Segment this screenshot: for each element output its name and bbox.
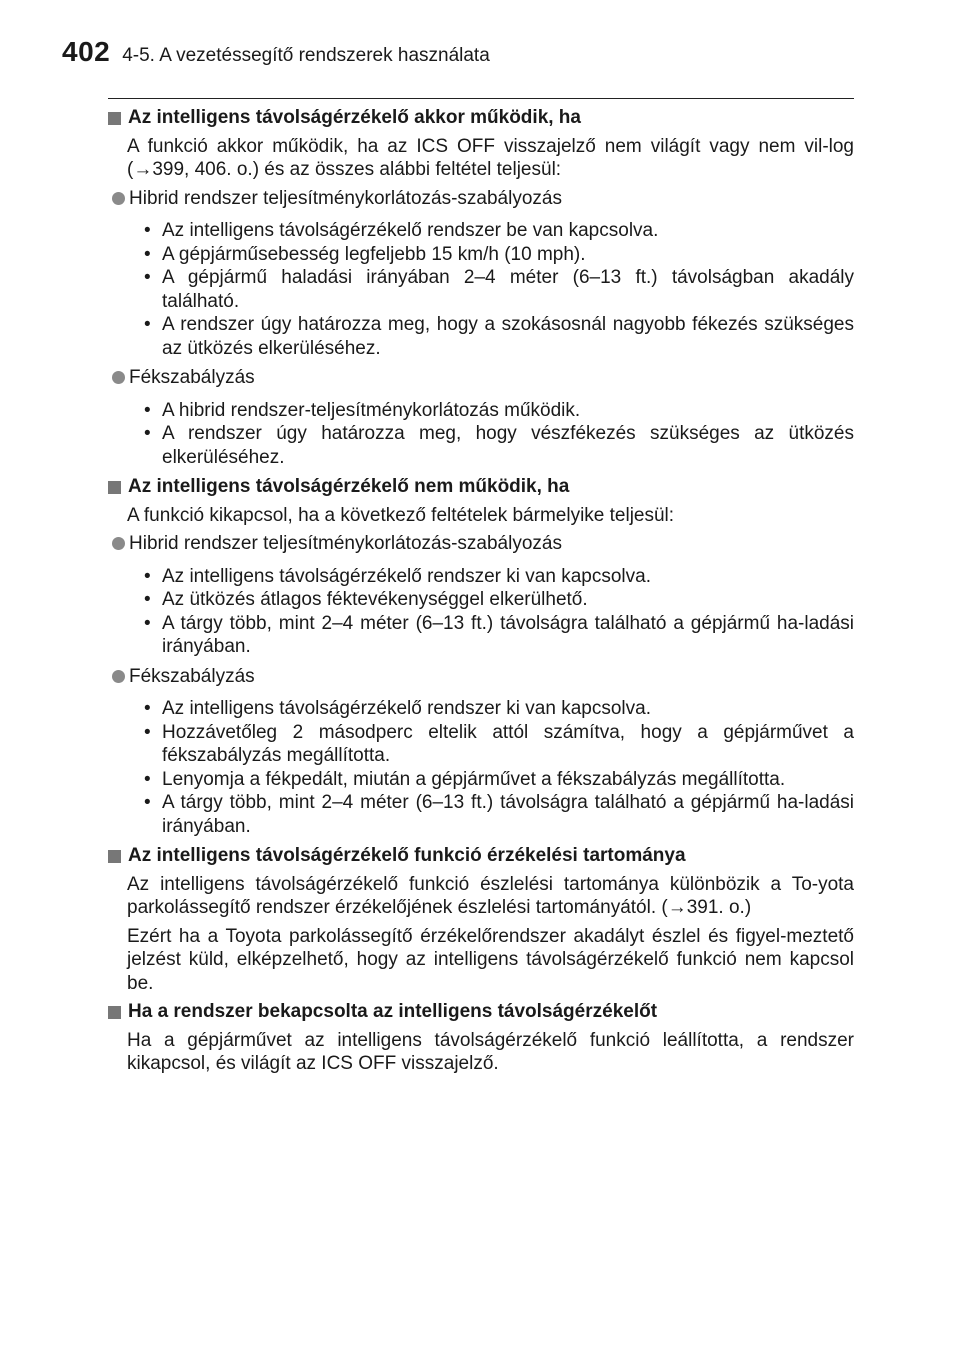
bullet-list — [144, 697, 854, 838]
section-paragraph: Ha a gépjárművet az intelligens távolságérzékelő funkció leállította, a rendszer kikapcsol, és világít az ICS OFF visszajelző. — [127, 1029, 854, 1074]
header-rule — [108, 98, 854, 99]
list-item: • Az intelligens távolságérzékelő rendszer ki van kapcsolva. — [144, 565, 854, 589]
section-detection-range — [108, 844, 854, 995]
section-paragraph: Ezért ha a Toyota parkolássegítő érzékelőrendszer akadályt észlel és figyel-meztető jelzést küld, elképzelhető, hogy az intelligens távolságérzékelő funkció nem kapcsol be. — [127, 925, 854, 994]
list-item: • Az ütközés átlagos féktevékenységgel elkerülhető. — [144, 588, 854, 612]
section-heading — [108, 475, 854, 499]
subsection-heading — [112, 532, 854, 556]
circle-bullet-icon — [112, 192, 125, 205]
section-system-activated — [108, 1000, 854, 1076]
section-paragraph: Az intelligens távolságérzékelő funkció észlelési tartománya különbözik a To-yota parkolássegítő rendszer érzékelőjének észlelési tartományától. (→391. o.) — [127, 873, 854, 918]
section-title: Az intelligens távolságérzékelő nem működik, ha — [128, 476, 570, 497]
section-title: Az intelligens távolságérzékelő akkor működik, ha — [128, 107, 581, 128]
list-item: • A gépjármű haladási irányában 2–4 méter (6–13 ft.) távolságban akadály található. — [144, 266, 854, 313]
section-heading — [108, 1000, 854, 1024]
list-item: • A hibrid rendszer-teljesítménykorlátozás működik. — [144, 399, 854, 423]
bullet-list — [144, 399, 854, 470]
list-item: • Hozzávetőleg 2 másodperc eltelik attól számítva, hogy a gépjárművet a fékszabályzás megállította. — [144, 721, 854, 768]
circle-bullet-icon — [112, 537, 125, 550]
section-intro: A funkció kikapcsol, ha a következő feltételek bármelyike teljesül: — [127, 504, 675, 526]
subsection-title: Fékszabályzás — [129, 367, 255, 388]
square-bullet-icon — [108, 112, 121, 125]
section-works-when — [108, 106, 854, 469]
section-heading — [108, 106, 854, 130]
circle-bullet-icon — [112, 670, 125, 683]
list-item: • A rendszer úgy határozza meg, hogy vészfékezés szükséges az ütközés elkerüléséhez. — [144, 422, 854, 469]
section-title: Az intelligens távolságérzékelő funkció érzékelési tartománya — [128, 845, 686, 866]
square-bullet-icon — [108, 850, 121, 863]
square-bullet-icon — [108, 481, 121, 494]
list-item: • Az intelligens távolságérzékelő rendszer ki van kapcsolva. — [144, 697, 854, 721]
subsection-heading — [112, 366, 854, 390]
list-item: • A tárgy több, mint 2–4 méter (6–13 ft.) távolságra található a gépjármű ha-ladási irányában. — [144, 791, 854, 838]
page-content — [108, 106, 854, 1081]
subsection-title: Hibrid rendszer teljesítménykorlátozás-szabályozás — [129, 187, 562, 209]
circle-bullet-icon — [112, 371, 125, 384]
list-item: • A tárgy több, mint 2–4 méter (6–13 ft.) távolságra található a gépjármű ha-ladási irányában. — [144, 612, 854, 659]
page-number: 402 — [62, 36, 111, 67]
list-item: • Lenyomja a fékpedált, miután a gépjárművet a fékszabályzás megállította. — [144, 768, 854, 792]
list-item: • Az intelligens távolságérzékelő rendszer be van kapcsolva. — [144, 219, 854, 243]
subsection-title: Hibrid rendszer teljesítménykorlátozás-szabályozás — [129, 533, 562, 554]
section-title: Ha a rendszer bekapcsolta az intelligens távolságérzékelőt — [128, 1001, 658, 1022]
list-item: • A rendszer úgy határozza meg, hogy a szokásosnál nagyobb fékezés szükséges az ütközés elkerüléséhez. — [144, 313, 854, 360]
chapter-title: 4-5. A vezetéssegítő rendszerek használata — [122, 45, 490, 66]
bullet-list — [144, 565, 854, 659]
bullet-list — [144, 219, 854, 360]
subsection-title: Fékszabályzás — [129, 665, 255, 687]
page-header — [62, 36, 490, 76]
section-not-works-when — [108, 475, 854, 838]
subsection-heading — [112, 665, 854, 689]
square-bullet-icon — [108, 1006, 121, 1019]
section-heading — [108, 844, 854, 868]
list-item: • A gépjárműsebesség legfeljebb 15 km/h (10 mph). — [144, 243, 854, 267]
section-intro: A funkció akkor működik, ha az ICS OFF visszajelző nem világít vagy nem vil-log (→399, 406. o.) és az összes alábbi feltétel teljesül: — [127, 135, 854, 180]
subsection-heading — [112, 187, 854, 211]
